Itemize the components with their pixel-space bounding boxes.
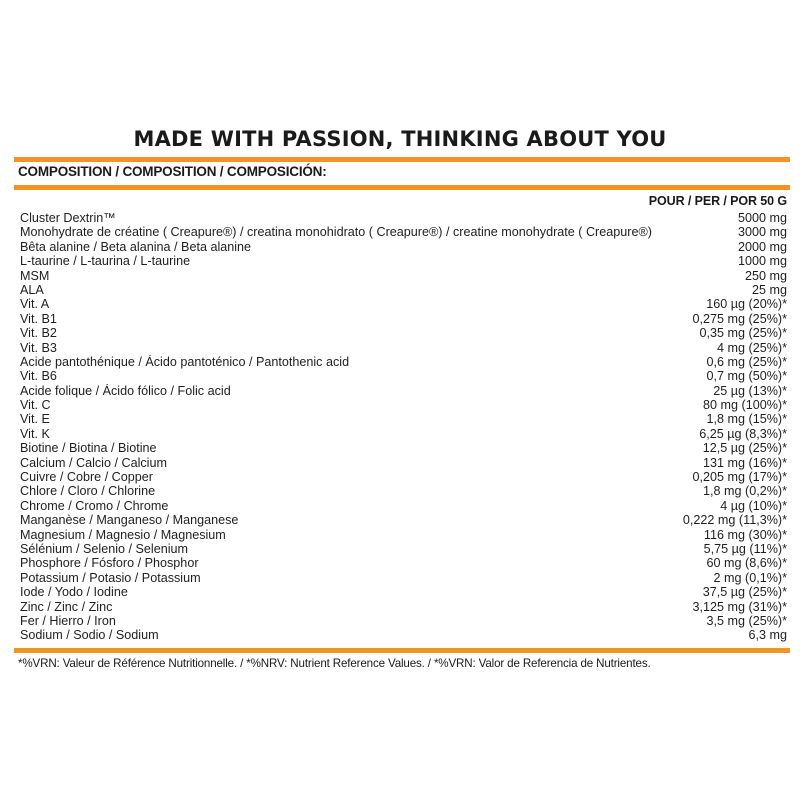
ingredient-amount: 250 mg: [744, 268, 787, 283]
ingredient-name: Vit. B1: [20, 311, 57, 326]
composition-row: [20, 369, 787, 383]
ingredient-amount: 1,8 mg (0,2%)*: [703, 484, 787, 499]
ingredient-name: Vit. B6: [20, 369, 57, 384]
ingredient-amount: 160 µg (20%)*: [706, 297, 787, 312]
ingredient-name: Magnesium / Magnesio / Magnesium: [20, 527, 226, 542]
composition-row: [20, 211, 787, 225]
composition-row: [20, 441, 787, 455]
ingredient-name: Vit. C: [20, 398, 51, 413]
composition-row: [20, 571, 787, 585]
composition-row: [20, 283, 787, 297]
ingredient-amount: 25 µg (13%)*: [713, 383, 787, 398]
composition-row: [20, 499, 787, 513]
ingredient-amount: 6,25 µg (8,3%)*: [699, 426, 787, 441]
footnote: *%VRN: Valeur de Référence Nutritionnelle. / *%NRV: Nutrient Reference Values. / *%VRN: Valor de Referencia de Nutrientes.: [18, 657, 651, 670]
ingredient-amount: 80 mg (100%)*: [703, 398, 787, 413]
ingredient-amount: 6,3 mg: [748, 628, 787, 643]
composition-row: [20, 412, 787, 426]
ingredient-name: ALA: [20, 282, 44, 297]
composition-title: COMPOSITION / COMPOSITION / COMPOSICIÓN:: [18, 164, 327, 179]
ingredient-amount: 2000 mg: [737, 239, 787, 254]
column-header: POUR / PER / POR 50 G: [648, 194, 787, 208]
composition-row: [20, 528, 787, 542]
ingredient-name: Monohydrate de créatine ( Creapure®) / creatina monohidrato ( Creapure®) / creatine monohydrate ( Creapure®): [20, 225, 652, 240]
composition-row: [20, 355, 787, 369]
ingredient-amount: 2 mg (0,1%)*: [713, 570, 787, 585]
ingredient-name: Acide folique / Ácido fólico / Folic acid: [20, 383, 231, 398]
ingredient-name: Zinc / Zinc / Zinc: [20, 599, 113, 614]
composition-row: [20, 614, 787, 628]
composition-row: [20, 513, 787, 527]
ingredient-amount: 3000 mg: [737, 225, 787, 240]
ingredient-amount: 3,125 mg (31%)*: [692, 599, 787, 614]
ingredient-amount: 1000 mg: [737, 254, 787, 269]
composition-row: [20, 470, 787, 484]
ingredient-amount: 4 mg (25%)*: [717, 340, 787, 355]
composition-row: [20, 456, 787, 470]
composition-row: [20, 484, 787, 498]
composition-row: [20, 398, 787, 412]
composition-row: [20, 628, 787, 642]
ingredient-name: Biotine / Biotina / Biotine: [20, 441, 157, 456]
ingredient-amount: 0,275 mg (25%)*: [692, 311, 787, 326]
composition-row: [20, 269, 787, 283]
ingredient-name: Bêta alanine / Beta alanina / Beta alanine: [20, 239, 252, 254]
composition-row: [20, 312, 787, 326]
ingredient-name: Vit. B3: [20, 340, 57, 355]
composition-row: [20, 341, 787, 355]
ingredient-name: Potassium / Potasio / Potassium: [20, 570, 201, 585]
ingredient-amount: 0,205 mg (17%)*: [692, 470, 787, 485]
ingredient-amount: 12,5 µg (25%)*: [702, 441, 787, 456]
ingredient-amount: 0,222 mg (11,3%)*: [682, 513, 787, 528]
ingredient-amount: 0,35 mg (25%)*: [699, 326, 787, 341]
accent-bar-bottom: [14, 648, 790, 653]
ingredient-name: Acide pantothénique / Ácido pantoténico / Pantothenic acid: [20, 354, 350, 369]
composition-row: [20, 542, 787, 556]
ingredient-amount: 37,5 µg (25%)*: [702, 585, 787, 600]
ingredient-amount: 60 mg (8,6%)*: [706, 556, 787, 571]
composition-row: [20, 600, 787, 614]
ingredient-amount: 1,8 mg (15%)*: [706, 412, 787, 427]
ingredient-name: L-taurine / L-taurina / L-taurine: [20, 254, 191, 269]
composition-row: [20, 384, 787, 398]
ingredient-name: Cluster Dextrin™: [20, 211, 116, 225]
composition-row: [20, 427, 787, 441]
ingredient-amount: 131 mg (16%)*: [703, 455, 787, 470]
composition-row: [20, 326, 787, 340]
ingredient-name: Cuivre / Cobre / Copper: [20, 470, 153, 485]
composition-row: [20, 585, 787, 599]
ingredient-amount: 5,75 µg (11%)*: [703, 541, 787, 556]
ingredient-name: Vit. A: [20, 297, 50, 312]
ingredient-amount: 4 µg (10%)*: [720, 498, 787, 513]
ingredient-amount: 5000 mg: [737, 211, 787, 225]
ingredient-name: Phosphore / Fósforo / Phosphor: [20, 556, 199, 571]
ingredient-name: Chrome / Cromo / Chrome: [20, 498, 169, 513]
accent-bar-top: [14, 157, 790, 162]
ingredient-name: Vit. K: [20, 426, 50, 441]
ingredient-name: Iode / Yodo / Iodine: [20, 585, 128, 600]
composition-row: [20, 240, 787, 254]
ingredient-amount: 25 mg: [751, 282, 787, 297]
ingredient-name: Manganèse / Manganeso / Manganese: [20, 513, 239, 528]
ingredient-amount: 0,7 mg (50%)*: [706, 369, 787, 384]
composition-list: [20, 211, 787, 643]
ingredient-name: MSM: [20, 268, 50, 283]
ingredient-name: Chlore / Cloro / Chlorine: [20, 484, 156, 499]
ingredient-amount: 0,6 mg (25%)*: [706, 354, 787, 369]
ingredient-amount: 116 mg (30%)*: [703, 527, 787, 542]
composition-row: [20, 254, 787, 268]
headline: MADE WITH PASSION, THINKING ABOUT YOU: [133, 127, 667, 151]
ingredient-name: Calcium / Calcio / Calcium: [20, 455, 167, 470]
ingredient-name: Vit. B2: [20, 326, 57, 341]
ingredient-name: Fer / Hierro / Iron: [20, 613, 116, 628]
ingredient-amount: 3,5 mg (25%)*: [706, 613, 787, 628]
composition-row: [20, 556, 787, 570]
composition-row: [20, 297, 787, 311]
composition-row: [20, 225, 787, 239]
ingredient-name: Sodium / Sodio / Sodium: [20, 628, 159, 643]
ingredient-name: Sélénium / Selenio / Selenium: [20, 541, 189, 556]
ingredient-name: Vit. E: [20, 412, 50, 427]
accent-bar-middle: [14, 185, 790, 190]
